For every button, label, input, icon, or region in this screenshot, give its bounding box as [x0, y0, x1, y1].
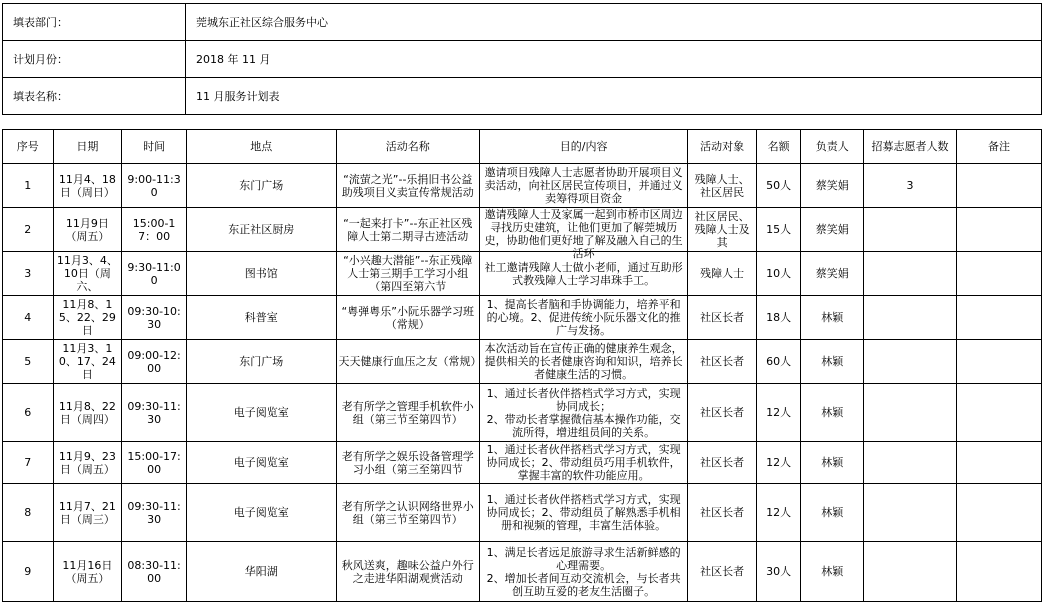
time-text: 08:30-11:00	[127, 558, 181, 585]
cell-remarks	[957, 442, 1042, 484]
quota-text: 60人	[766, 355, 792, 368]
cell-volunteers	[864, 208, 957, 252]
table-row	[3, 340, 1042, 384]
cell-time	[122, 442, 187, 484]
header-time: 时间	[122, 130, 187, 164]
cell-person-in-charge	[801, 442, 864, 484]
cell-volunteers	[864, 484, 957, 542]
cell-target	[688, 164, 757, 208]
cell-volunteers	[864, 252, 957, 296]
header-index: 序号	[3, 130, 54, 164]
cell-date	[53, 164, 122, 208]
cell-person-in-charge	[801, 484, 864, 542]
quota-text: 18人	[766, 311, 792, 324]
time-text: 9:30-11:00	[127, 260, 181, 287]
cell-index	[3, 164, 54, 208]
table-row	[3, 484, 1042, 542]
target-text: 社区居民、残障人士及其	[694, 210, 750, 249]
activity-name-text: 老有所学之认识网络世界小组（第三节至第四节）	[341, 499, 474, 526]
location-text: 东正社区厨房	[228, 223, 295, 236]
cell-quota	[756, 164, 800, 208]
cell-index	[3, 442, 54, 484]
service-plan-table	[2, 129, 1042, 602]
header-volunteers: 招募志愿者人数	[864, 130, 957, 164]
cell-remarks	[957, 164, 1042, 208]
time-text: 15:00-17：00	[132, 216, 176, 243]
department-value: 莞城东正社区综合服务中心	[186, 4, 1042, 41]
index-text: 1	[24, 179, 32, 192]
location-text: 东门广场	[239, 355, 284, 368]
target-text: 社区长者	[700, 506, 745, 519]
date-text: 11月9、23日（周五）	[58, 449, 116, 476]
cell-location	[186, 442, 336, 484]
location-text: 电子阅览室	[233, 456, 289, 469]
cell-activity-name	[336, 296, 480, 340]
cell-activity-name	[336, 484, 480, 542]
location-text: 电子阅览室	[233, 406, 289, 419]
cell-time	[122, 384, 187, 442]
cell-location	[186, 252, 336, 296]
person-in-charge-text: 蔡笑娟	[815, 267, 849, 280]
info-row-title	[3, 78, 1042, 115]
cell-date	[53, 542, 122, 602]
date-text: 11月4、18日（周日）	[58, 172, 116, 199]
cell-activity-name	[336, 340, 480, 384]
quota-text: 15人	[766, 223, 792, 236]
cell-index	[3, 340, 54, 384]
date-text: 11月8、22日（周四）	[58, 399, 116, 426]
time-text: 9:00-11:30	[127, 172, 181, 199]
cell-activity-name	[336, 252, 480, 296]
cell-remarks	[957, 484, 1042, 542]
cell-date	[53, 252, 122, 296]
target-text: 残障人士	[700, 267, 745, 280]
info-row-department	[3, 4, 1042, 41]
activity-name-text: “一起来打卡”--东正社区残障人士第二期寻古迹活动	[343, 216, 473, 243]
date-text: 11月3、10、17、24日	[58, 342, 116, 381]
quota-text: 10人	[766, 267, 792, 280]
cell-date	[53, 442, 122, 484]
index-text: 4	[24, 311, 32, 324]
person-in-charge-text: 林颖	[821, 456, 844, 469]
cell-person-in-charge	[801, 340, 864, 384]
quota-text: 30人	[766, 565, 792, 578]
activity-name-text: “小兴趣大潜能”--东正残障人士第三期手工学习小组（第四至第六节	[343, 254, 473, 293]
cell-volunteers	[864, 296, 957, 340]
activity-name-text: “粤弹粤乐”小阮乐器学习班（常规）	[341, 304, 474, 331]
time-text: 09:00-12:00	[127, 348, 181, 375]
header-date: 日期	[53, 130, 122, 164]
header-person-in-charge: 负责人	[801, 130, 864, 164]
cell-index	[3, 208, 54, 252]
quota-text: 50人	[766, 179, 792, 192]
target-text: 社区长者	[700, 456, 745, 469]
purpose-text: 1、通过长者伙伴搭档式学习方式，实现协同成长；2、带动组员了解熟悉手机相册和视频的管理，丰富生活体验。	[486, 493, 681, 532]
cell-purpose	[480, 384, 688, 442]
location-text: 华阳湖	[244, 565, 278, 578]
cell-target	[688, 340, 757, 384]
cell-index	[3, 296, 54, 340]
quota-text: 12人	[766, 406, 792, 419]
cell-location	[186, 164, 336, 208]
time-text: 09:30-11:30	[127, 499, 181, 526]
location-text: 图书馆	[244, 267, 278, 280]
header-quota: 名额	[756, 130, 800, 164]
person-in-charge-text: 蔡笑娟	[815, 223, 849, 236]
cell-remarks	[957, 252, 1042, 296]
purpose-text: 邀请项目残障人士志愿者协助开展项目义卖活动，向社区居民宣传项目，并通过义卖筹得项目资金	[484, 166, 683, 205]
cell-date	[53, 384, 122, 442]
cell-remarks	[957, 340, 1042, 384]
info-table	[2, 3, 1042, 115]
index-text: 3	[24, 267, 32, 280]
plan-month-label: 计划月份：	[3, 41, 186, 78]
activity-name-text: 老有所学之管理手机软件小组（第三节至第四节）	[341, 399, 474, 426]
cell-location	[186, 208, 336, 252]
cell-person-in-charge	[801, 164, 864, 208]
cell-remarks	[957, 542, 1042, 602]
purpose-text: 本次活动旨在宣传正确的健康养生观念，提供相关的长者健康咨询和知识，培养长者健康生活的习惯。	[484, 342, 683, 381]
cell-location	[186, 384, 336, 442]
activity-name-text: 秋风送爽，趣味公益户外行之走进华阳湖观赏活动	[341, 558, 474, 585]
table-header-row	[3, 130, 1042, 164]
cell-purpose	[480, 340, 688, 384]
time-text: 09:30-11:30	[127, 399, 181, 426]
cell-time	[122, 542, 187, 602]
cell-quota	[756, 384, 800, 442]
cell-time	[122, 484, 187, 542]
cell-volunteers	[864, 384, 957, 442]
cell-purpose	[480, 208, 688, 260]
info-row-month	[3, 41, 1042, 78]
cell-quota	[756, 442, 800, 484]
cell-activity-name	[336, 442, 480, 484]
cell-person-in-charge	[801, 296, 864, 340]
cell-target	[688, 296, 757, 340]
form-name-value: 11 月服务计划表	[186, 78, 1042, 115]
quota-text: 12人	[766, 456, 792, 469]
location-text: 东门广场	[239, 179, 284, 192]
cell-date	[53, 208, 122, 252]
cell-target	[688, 542, 757, 602]
purpose-text: 1、通过长者伙伴搭档式学习方式，实现协同成长； 2、带动长者掌握微信基本操作功能，交流所得，增进组员间的关系。	[486, 386, 681, 439]
purpose-text: 1、通过长者伙伴搭档式学习方式，实现协同成长；2、带动组员巧用手机软件，掌握丰富的软件功能应用。	[486, 443, 681, 482]
cell-index	[3, 252, 54, 296]
cell-time	[122, 296, 187, 340]
cell-date	[53, 296, 122, 340]
cell-quota	[756, 484, 800, 542]
table-row	[3, 296, 1042, 340]
cell-quota	[756, 340, 800, 384]
location-text: 科普室	[244, 311, 278, 324]
cell-purpose	[480, 296, 688, 340]
cell-quota	[756, 208, 800, 252]
time-text: 09:30-10:30	[127, 304, 181, 331]
cell-target	[688, 442, 757, 484]
time-text: 15:00-17:00	[127, 449, 181, 476]
cell-person-in-charge	[801, 252, 864, 296]
cell-person-in-charge	[801, 208, 864, 252]
index-text: 2	[24, 223, 32, 236]
cell-time	[122, 340, 187, 384]
cell-location	[186, 484, 336, 542]
cell-location	[186, 296, 336, 340]
cell-target	[688, 484, 757, 542]
plan-month-value: 2018 年 11 月	[186, 41, 1042, 78]
date-text: 11月8、15、22、29日	[58, 298, 116, 337]
table-row	[3, 208, 1042, 252]
date-text: 11月7、21日（周三）	[58, 499, 116, 526]
index-text: 7	[24, 456, 32, 469]
cell-time	[122, 252, 187, 296]
department-label: 填表部门：	[3, 4, 186, 41]
table-row	[3, 442, 1042, 484]
cell-time	[122, 208, 187, 252]
header-remarks: 备注	[957, 130, 1042, 164]
cell-person-in-charge	[801, 542, 864, 602]
cell-target	[688, 208, 757, 252]
target-text: 残障人士、社区居民	[694, 172, 750, 199]
table-row	[3, 542, 1042, 602]
header-purpose: 目的/内容	[480, 130, 688, 164]
cell-index	[3, 542, 54, 602]
cell-activity-name	[336, 164, 480, 208]
index-text: 6	[24, 406, 32, 419]
cell-quota	[756, 296, 800, 340]
purpose-text: 邀请残障人士及家属一起到市桥市区周边寻找历史建筑，让他们更加了解莞城历史，协助他们更好地了解及融入自己的生活环	[484, 208, 683, 260]
header-target: 活动对象	[688, 130, 757, 164]
cell-activity-name	[336, 208, 480, 252]
target-text: 社区长者	[700, 565, 745, 578]
cell-location	[186, 340, 336, 384]
target-text: 社区长者	[700, 406, 745, 419]
cell-purpose	[480, 164, 688, 208]
volunteers-text: 3	[906, 179, 914, 192]
cell-activity-name	[336, 384, 480, 442]
header-activity-name: 活动名称	[336, 130, 480, 164]
cell-target	[688, 384, 757, 442]
cell-volunteers	[864, 340, 957, 384]
cell-volunteers	[864, 164, 957, 208]
activity-name-text: 天天健康行血压之友（常规）	[338, 355, 482, 368]
table-row	[3, 164, 1042, 208]
cell-purpose	[480, 484, 688, 542]
purpose-text: 1、提高长者脑和手协调能力，培养平和的心境。2、促进传统小阮乐器文化的推广与发扬。	[486, 298, 681, 337]
cell-index	[3, 384, 54, 442]
cell-purpose	[480, 542, 688, 602]
person-in-charge-text: 林颖	[821, 311, 844, 324]
table-row	[3, 384, 1042, 442]
cell-remarks	[957, 208, 1042, 252]
cell-index	[3, 484, 54, 542]
person-in-charge-text: 林颖	[821, 355, 844, 368]
person-in-charge-text: 林颖	[821, 406, 844, 419]
cell-remarks	[957, 384, 1042, 442]
cell-remarks	[957, 296, 1042, 340]
person-in-charge-text: 林颖	[821, 506, 844, 519]
form-name-label: 填表名称：	[3, 78, 186, 115]
purpose-text: 1、满足长者远足旅游寻求生活新鲜感的心理需要。 2、增加长者间互动交流机会，与长者共创互助互爱的老友生活圈子。	[486, 545, 681, 598]
purpose-text: 社工邀请残障人士做小老师，通过互助形式教残障人士学习串珠手工。	[484, 260, 683, 287]
location-text: 电子阅览室	[233, 506, 289, 519]
index-text: 9	[24, 565, 32, 578]
cell-volunteers	[864, 542, 957, 602]
index-text: 8	[24, 506, 32, 519]
quota-text: 12人	[766, 506, 792, 519]
table-row	[3, 252, 1042, 296]
activity-name-text: “流萤之光”--乐捐旧书公益助残项目义卖宣传常规活动	[341, 172, 474, 199]
person-in-charge-text: 蔡笑娟	[815, 179, 849, 192]
cell-quota	[756, 542, 800, 602]
cell-location	[186, 542, 336, 602]
index-text: 5	[24, 355, 32, 368]
date-text: 11月16日（周五）	[62, 558, 113, 585]
cell-purpose	[480, 442, 688, 484]
cell-date	[53, 484, 122, 542]
header-location: 地点	[186, 130, 336, 164]
cell-time	[122, 164, 187, 208]
date-text: 11月3、4、10日（周六、	[56, 254, 118, 293]
target-text: 社区长者	[700, 311, 745, 324]
cell-volunteers	[864, 442, 957, 484]
cell-date	[53, 340, 122, 384]
cell-person-in-charge	[801, 384, 864, 442]
cell-target	[688, 252, 757, 296]
person-in-charge-text: 林颖	[821, 565, 844, 578]
target-text: 社区长者	[700, 355, 745, 368]
cell-quota	[756, 252, 800, 296]
date-text: 11月9日（周五）	[65, 216, 110, 243]
cell-activity-name	[336, 542, 480, 602]
activity-name-text: 老有所学之娱乐设备管理学习小组（第三至第四节	[341, 449, 474, 476]
